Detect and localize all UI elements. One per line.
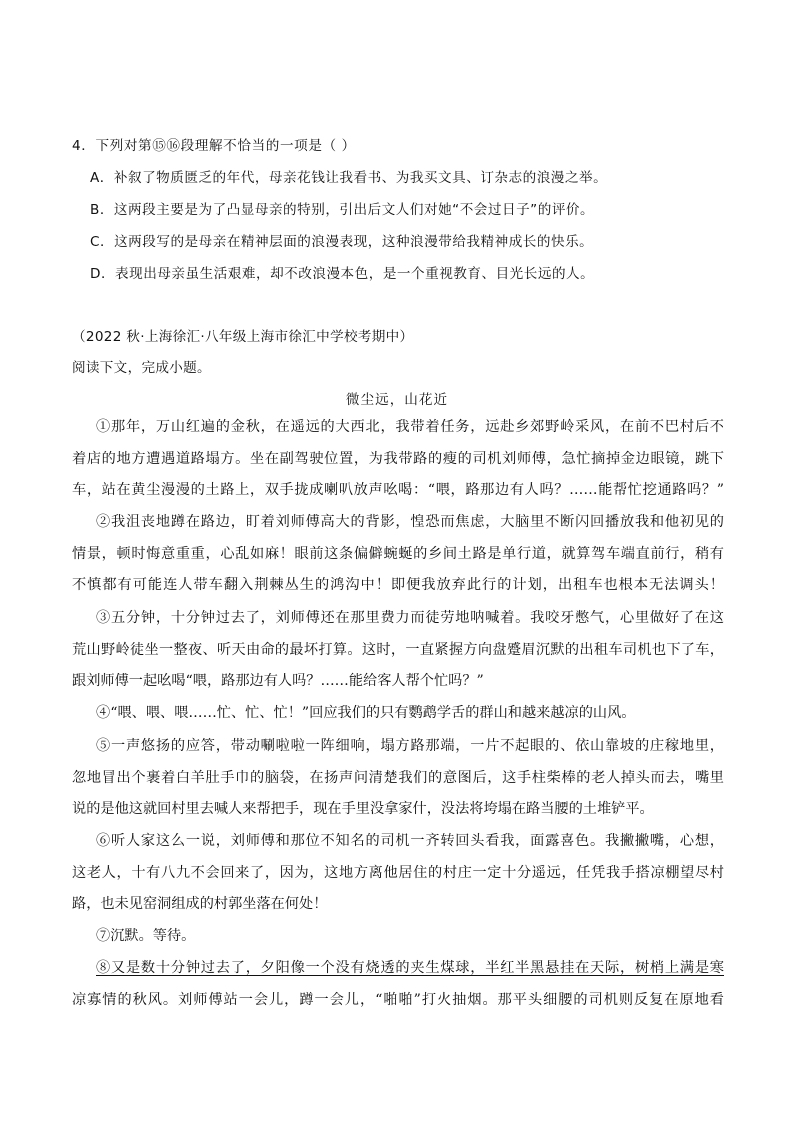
paragraph-line — [72, 985, 724, 1017]
paragraph-line: 车，站在黄尘漫漫的土路上，双手拢成喇叭放声吆喝：“喂，路那边有人吗？……能帮忙挖通路吗？” — [72, 482, 724, 498]
paragraph-line: ③五分钟，十分钟过去了，刘师傅还在那里费力而徒劳地呐喊着。我咬牙憋气，心里做好了在这 — [96, 610, 724, 626]
paragraph-line: 这老人，十有八九不会回来了，因为，这地方离他居住的村庄一定十分遥远，任凭我手搭凉棚望尽村 — [72, 864, 724, 881]
paragraph-1 — [72, 412, 724, 507]
underlined-text: ⑧又是数十分钟过去了，夕阳像一个没有烧透的夹生煤球，半红半黑悬挂在天际，树梢上满是寒 — [96, 960, 724, 976]
paragraph-3 — [72, 603, 724, 698]
mixed-underline-line: 凉寡情的秋风。刘师傅站一会儿，蹲一会儿，“啪啪”打火抽烟。那平头细腰的司机则反复在原地看 — [72, 991, 724, 1008]
paragraph-line: 路，也未见窑洞组成的村郭坐落在何处！ — [72, 896, 328, 912]
paragraph-line: ⑤一声悠扬的应答，带动唰啦啦一阵细响，塌方路那端，一片不起眼的、依山靠坡的庄稼地里， — [96, 738, 724, 754]
option-c: C．这两段写的是母亲在精神层面的浪漫表现，这种浪漫带给我精神成长的快乐。 — [90, 234, 594, 250]
instruction: 阅读下文，完成小题。 — [72, 360, 211, 376]
paragraph-line: 说的是他这就回村里去喊人来帮把手，现在手里没拿家什，没法将垮塌在路当腰的土堆铲平。 — [72, 801, 654, 817]
paragraph-line: ②我沮丧地蹲在路边，盯着刘师傅高大的背影，惶恐而焦虑，大脑里不断闪回播放我和他初见的 — [96, 514, 724, 530]
paragraph-line: ⑥听人家这么一说，刘师傅和那位不知名的司机一齐转回头看我，面露喜色。我撇撇嘴，心想， — [96, 833, 724, 849]
paragraph-line: ①那年，万山红遍的金秋，在遥远的大西北，我带着任务，远赴乡郊野岭采风，在前不巴村后不 — [96, 419, 724, 435]
paragraph-line: ④“喂、喂、喂……忙、忙、忙！”回应我们的只有鹦鹉学舌的群山和越来越凉的山风。 — [96, 705, 636, 721]
paragraph-6 — [72, 826, 724, 921]
paragraph-line: 情景，顿时悔意重重，心乱如麻！眼前这条偏僻蜿蜒的乡间土路是单行道，就算驾车端直前行，稍有 — [72, 545, 724, 562]
source-note: （2022 秋·上海徐汇·八年级上海市徐汇中学校考期中） — [72, 329, 414, 345]
question-prompt: 4．下列对第⑮⑯段理解不恰当的一项是（ ） — [72, 138, 356, 154]
paragraph-line: 荒山野岭徒坐一整夜、听天由命的最坏打算。这时，一直紧握方向盘蹙眉沉默的出租车司机也下了车， — [72, 641, 724, 658]
paragraph-line: ⑦沉默。等待。 — [96, 928, 196, 944]
paragraph-7 — [72, 921, 724, 953]
article-title: 微尘远，山花近 — [345, 392, 449, 408]
option-a: A．补叙了物质匮乏的年代，母亲花钱让我看书、为我买文具、订杂志的浪漫之举。 — [90, 170, 608, 186]
option-d: D．表现出母亲虽生活艰难，却不改浪漫本色，是一个重视教育、目光长远的人。 — [90, 266, 595, 282]
paragraph-line: 跟刘师傅一起吆喝“喂，路那边有人吗？……能给客人帮个忙吗？” — [72, 673, 484, 689]
paragraph-line: 着店的地方遭遇道路塌方。坐在副驾驶位置，为我带路的瘦的司机刘师傅，急忙摘掉金边眼镜，跳下 — [72, 450, 724, 467]
paragraph-5 — [72, 731, 724, 826]
paragraph-line — [72, 953, 724, 985]
paragraph-2 — [72, 507, 724, 602]
paragraph-4 — [72, 698, 724, 730]
paragraph-line: 不慎都有可能连人带车翻入荆棘丛生的鸿沟中！即便我放弃此行的计划，出租车也根本无法调头！ — [72, 577, 724, 593]
option-b: B．这两段主要是为了凸显母亲的特别，引出后文人们对她“不会过日子”的评价。 — [90, 202, 595, 218]
paragraph-line: 忽地冒出个裹着白羊肚手巾的脑袋，在扬声问清楚我们的意图后，这手柱柴棒的老人掉头而去，嘴里 — [72, 769, 724, 786]
paragraph-8 — [72, 953, 724, 1016]
